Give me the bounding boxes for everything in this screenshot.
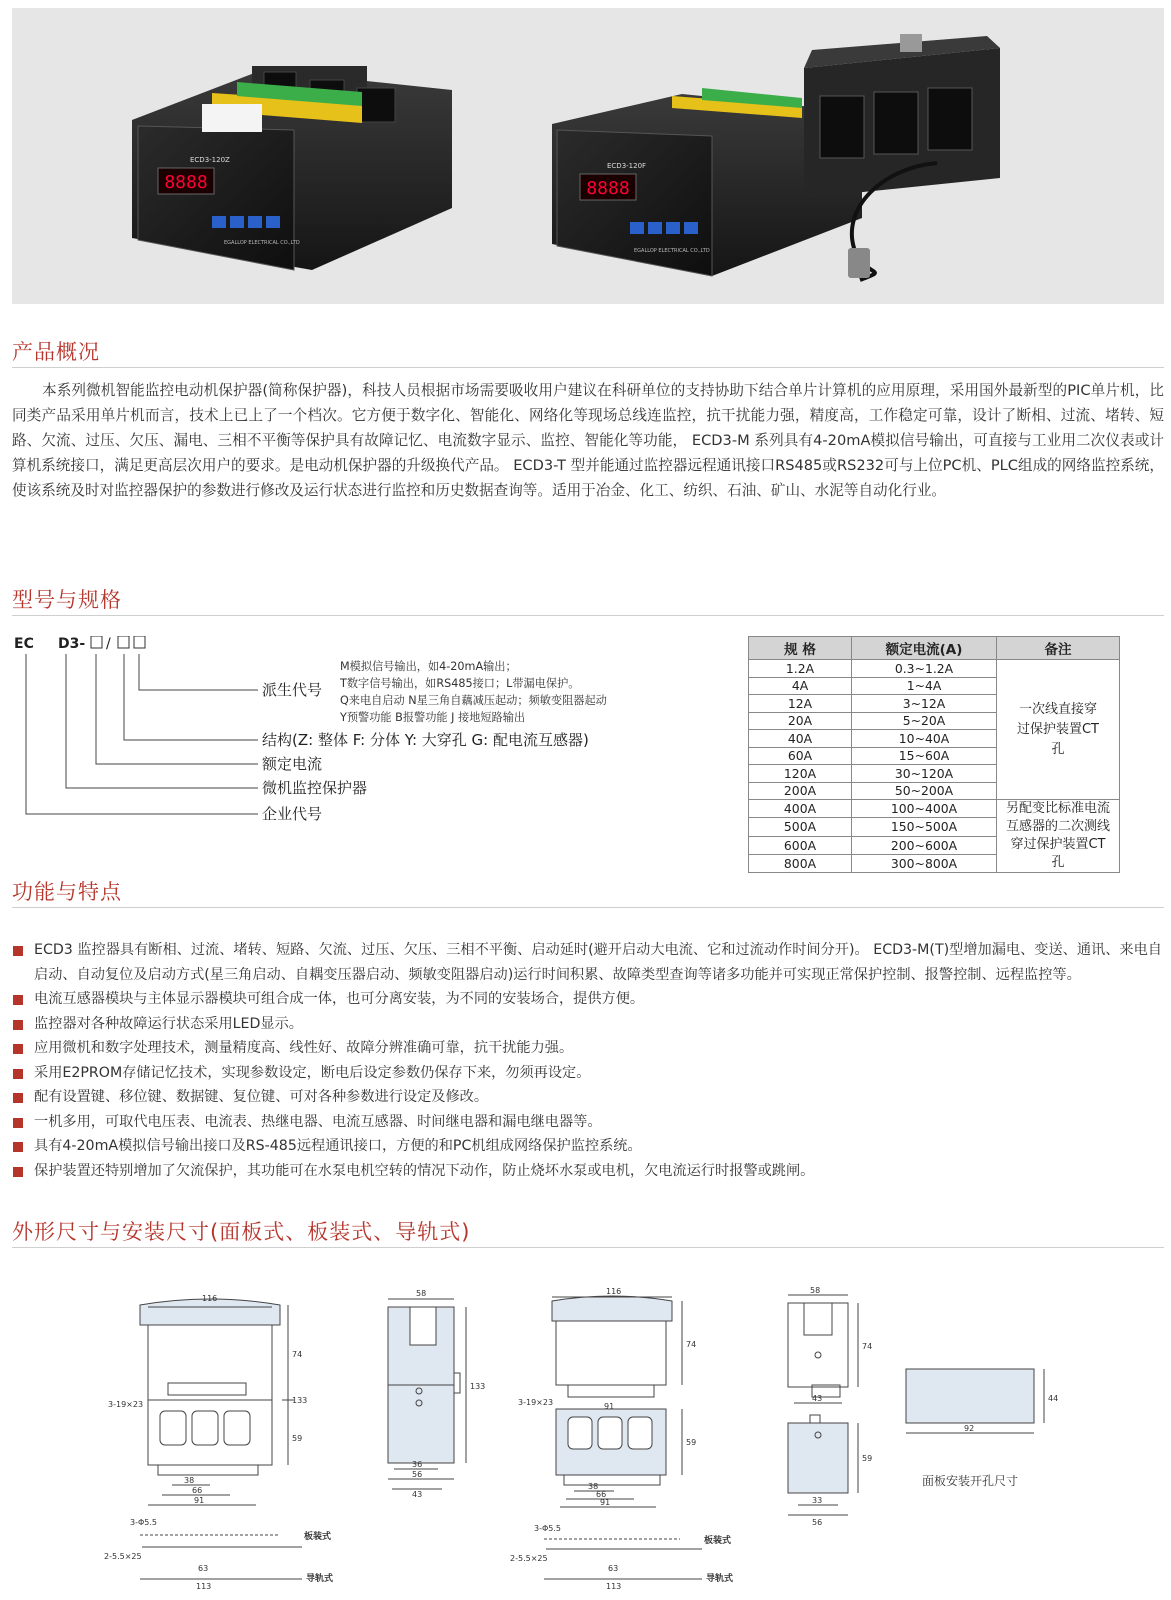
bullet-square-icon	[13, 1142, 23, 1152]
drawing-side-split	[788, 1295, 858, 1515]
spec-header-note: 备注	[997, 637, 1120, 660]
svg-text:58: 58	[416, 1289, 427, 1298]
bullet-square-icon	[13, 1069, 23, 1079]
svg-text:3-19×23: 3-19×23	[518, 1398, 554, 1407]
derive-note-2: T数字信号输出，如RS485接口；L带漏电保护。	[340, 677, 580, 690]
svg-text:74: 74	[686, 1340, 697, 1349]
table-row: 12A 3~12A	[749, 695, 1120, 713]
table-row: 1.2A 0.3~1.2A 一次线直接穿过保护装置CT孔	[749, 660, 1120, 678]
spec-note-direct: 一次线直接穿过保护装置CT孔	[997, 660, 1120, 800]
model-code-diagram	[14, 636, 714, 846]
drawing-front-panel	[140, 1299, 302, 1579]
svg-text:116: 116	[606, 1287, 622, 1296]
structure-label: 结构(Z: 整体 F: 分体 Y: 大穿孔 G: 配电流互感器)	[262, 731, 589, 749]
list-item: 应用微机和数字处理技术，测量精度高、线性好、故障分辨准确可靠，抗干扰能力强。	[12, 1036, 1164, 1061]
svg-text:91: 91	[600, 1498, 611, 1507]
overview-divider	[12, 367, 1164, 368]
features-list	[12, 938, 1164, 1183]
device-left-photo	[132, 66, 452, 270]
list-item: 配有设置键、移位键、数据键、复位键、可对各种参数进行设定及修改。	[12, 1085, 1164, 1110]
svg-text:36: 36	[412, 1460, 423, 1469]
derive-note-1: M模拟信号输出，如4-20mA输出；	[340, 660, 517, 673]
spec-header-spec: 规 格	[749, 637, 852, 660]
list-item: ECD3 监控器具有断相、过流、堵转、短路、欠流、过压、欠压、三相不平衡、启动延时(避开启动大电流、它和过流动作时间分开)。 ECD3-M(T)型增加漏电、变送、通讯、来电自启动、自动复位及启动方式(星三角启动、自耦变压器启动、频敏变阻器启动)运行时间积累、故障类型查询等诸多功能并可实现正常保护控制、报警控制、远程监控等。	[12, 938, 1164, 987]
spec-header-current: 额定电流(A)	[852, 637, 997, 660]
dimension-drawings	[12, 1285, 1164, 1595]
svg-text:133: 133	[292, 1396, 308, 1405]
product-label: 微机监控保护器	[262, 779, 368, 797]
bullet-square-icon	[13, 1044, 23, 1054]
svg-text:2-5.5×25: 2-5.5×25	[104, 1552, 142, 1561]
product-photo-banner	[12, 8, 1164, 304]
svg-text:板装式: 板装式	[304, 1532, 332, 1542]
list-item: 一机多用，可取代电压表、电流表、热继电器、电流互感器、时间继电器和漏电继电器等。	[12, 1110, 1164, 1135]
svg-text:导轨式: 导轨式	[706, 1574, 734, 1584]
bullet-square-icon	[13, 1118, 23, 1128]
drawing-front-split	[544, 1296, 702, 1579]
svg-text:92: 92	[964, 1424, 975, 1433]
table-row: 400A 100~400A 另配变比标准电流互感器的二次测线穿过保护装置CT孔	[749, 800, 1120, 818]
table-row: 60A 15~60A	[749, 747, 1120, 765]
svg-text:2-5.5×25: 2-5.5×25	[510, 1554, 548, 1563]
svg-text:74: 74	[292, 1350, 303, 1359]
svg-text:33: 33	[812, 1496, 823, 1505]
spec-table	[748, 636, 1120, 873]
list-item: 具有4-20mA模拟信号输出接口及RS-485远程通讯接口，方便的和PC机组成网络保护监控系统。	[12, 1134, 1164, 1159]
bullet-square-icon	[13, 1093, 23, 1103]
code-slash: /	[106, 636, 111, 652]
svg-text:74: 74	[862, 1342, 873, 1351]
svg-text:91: 91	[604, 1402, 615, 1411]
svg-text:3-Φ5.5: 3-Φ5.5	[130, 1518, 157, 1527]
svg-text:63: 63	[608, 1564, 619, 1573]
derive-note-3: Q来电自启动 N星三角自藕减压起动；频敏变阻器起动	[340, 694, 607, 707]
svg-text:58: 58	[810, 1286, 821, 1295]
overview-title: 产品概况	[12, 340, 100, 364]
code-ec: EC	[14, 636, 34, 652]
features-divider	[12, 907, 1164, 908]
table-row: 20A 5~20A	[749, 712, 1120, 730]
derive-note-4: Y预警功能 B报警功能 J 接地短路输出	[340, 711, 526, 724]
dimensions-title: 外形尺寸与安装尺寸(面板式、板装式、导轨式)	[12, 1220, 471, 1244]
table-row: 600A 200~600A	[749, 836, 1120, 854]
svg-text:面板安装开孔尺寸: 面板安装开孔尺寸	[922, 1474, 1019, 1488]
svg-text:43: 43	[812, 1394, 823, 1403]
svg-text:8888: 8888	[586, 178, 630, 199]
bullet-square-icon	[13, 1020, 23, 1030]
svg-text:38: 38	[588, 1482, 599, 1491]
bullet-square-icon	[13, 946, 23, 956]
svg-text:导轨式: 导轨式	[306, 1574, 334, 1584]
svg-text:66: 66	[192, 1486, 203, 1495]
table-row: 200A 50~200A	[749, 782, 1120, 800]
bullet-square-icon	[13, 1167, 23, 1177]
svg-text:113: 113	[606, 1582, 622, 1591]
drawing-side-view	[388, 1299, 466, 1489]
spec-note-ct: 另配变比标准电流互感器的二次测线穿过保护装置CT孔	[997, 800, 1120, 873]
features-title: 功能与特点	[12, 880, 122, 904]
table-row: 800A 300~800A	[749, 854, 1120, 872]
model-title: 型号与规格	[12, 588, 122, 612]
table-row: 120A 30~120A	[749, 765, 1120, 783]
code-d3: D3-	[58, 636, 86, 652]
model-divider	[12, 615, 1164, 616]
svg-text:63: 63	[198, 1564, 209, 1573]
svg-text:38: 38	[184, 1476, 195, 1485]
svg-text:56: 56	[412, 1470, 423, 1479]
svg-text:44: 44	[1048, 1394, 1059, 1403]
svg-text:板装式: 板装式	[704, 1536, 732, 1546]
table-row: 500A 150~500A	[749, 818, 1120, 836]
svg-text:59: 59	[686, 1438, 697, 1447]
dimensions-divider	[12, 1247, 1164, 1248]
device-right-model-tag: ECD3-120F	[607, 162, 647, 170]
table-row: 40A 10~40A	[749, 730, 1120, 748]
table-row: 4A 1~4A	[749, 677, 1120, 695]
svg-text:3-Φ5.5: 3-Φ5.5	[534, 1524, 561, 1533]
svg-text:133: 133	[470, 1382, 486, 1391]
svg-text:59: 59	[292, 1434, 303, 1443]
drawing-panel-cutout	[906, 1369, 1044, 1433]
company-label: 企业代号	[262, 805, 323, 823]
bullet-square-icon	[13, 995, 23, 1005]
svg-text:56: 56	[812, 1518, 823, 1527]
svg-text:3-19×23: 3-19×23	[108, 1400, 144, 1409]
derive-label: 派生代号	[262, 681, 323, 699]
device-right-photo	[552, 34, 1000, 280]
svg-text:113: 113	[196, 1582, 212, 1591]
list-item: 监控器对各种故障运行状态采用LED显示。	[12, 1012, 1164, 1037]
svg-text:59: 59	[862, 1454, 873, 1463]
svg-text:116: 116	[202, 1294, 218, 1303]
overview-body: 本系列微机智能监控电动机保护器(简称保护器)，科技人员根据市场需要吸收用户建议在科研单位的支持协助下结合单片计算机的应用原理，采用国外最新型的PIC单片机，比同类产品采用单片机而言，技术上已上了一个档次。它方便于数字化、智能化、网络化等现场总线连监控，抗干扰能力强，精度高，工作稳定可靠，设计了断相、过流、堵转、短路、欠流、过压、欠压、漏电、三相不平衡等保护具有故障记忆、电流数字显示、监控、智能化等功能， ECD3-M 系列具有4-20mA模拟信号输出，可直接与工业用二次仪表或计算机系统接口，满足更高层次用户的要求。是电动机保护器的升级换代产品。 ECD3-T 型并能通过监控器远程通讯接口RS485或RS232可与上位PC机、PLC组成的网络监控系统，使该系统及时对监控器保护的参数进行修改及运行状态进行监控和历史数据查询等。适用于冶金、化工、纺织、石油、矿山、水泥等自动化行业。	[12, 382, 1164, 499]
svg-text:66: 66	[596, 1490, 607, 1499]
list-item: 采用E2PROM存储记忆技术，实现参数设定，断电后设定参数仍保存下来，勿须再设定。	[12, 1061, 1164, 1086]
device-right-brand: EGALLOP ELECTRICAL CO.,LTD	[634, 248, 710, 254]
svg-text:8888: 8888	[164, 172, 208, 193]
list-item: 保护装置还特别增加了欠流保护，其功能可在水泵电机空转的情况下动作，防止烧坏水泵或电机，欠电流运行时报警或跳闸。	[12, 1159, 1164, 1184]
device-left-model-tag: ECD3-120Z	[190, 156, 230, 164]
rated-label: 额定电流	[262, 755, 323, 773]
list-item: 电流互感器模块与主体显示器模块可组合成一体，也可分离安装，为不同的安装场合，提供方便。	[12, 987, 1164, 1012]
device-left-brand: EGALLOP ELECTRICAL CO.,LTD	[224, 240, 300, 246]
svg-text:43: 43	[412, 1490, 423, 1499]
svg-text:91: 91	[194, 1496, 205, 1505]
